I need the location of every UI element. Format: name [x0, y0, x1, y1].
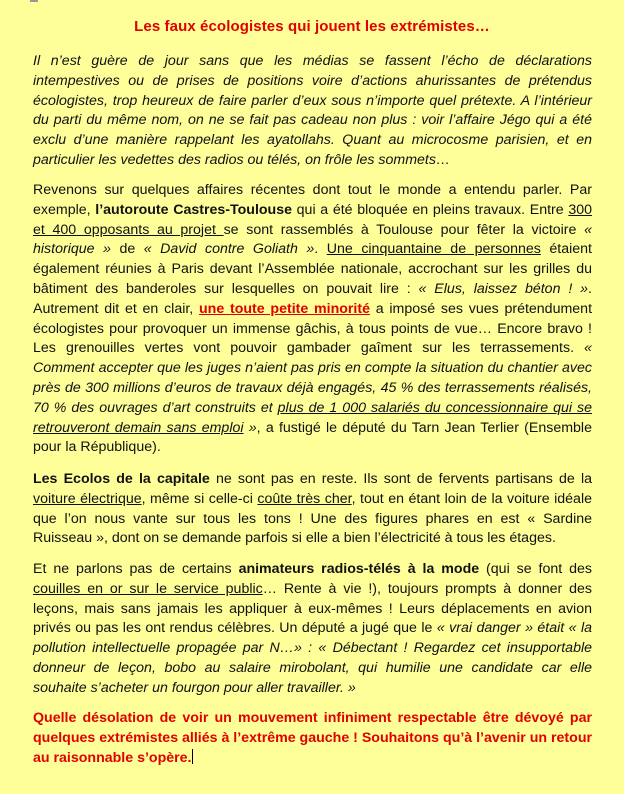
page-corner-mark: [30, 0, 38, 2]
text-run: ne sont pas en reste. Ils sont de fervents partisans de la: [209, 471, 592, 487]
italic-historique: « historique »: [33, 221, 592, 258]
underline-voiture: voiture électrique: [33, 490, 142, 507]
text-run: … Rente à vie !), toujours prompts à donner des leçons, mais sans jamais les appliquer à eux-mêmes ! Leurs déplacements en avion privés ou pas les ont rendus célèbres. Un député a jugé que le: [33, 580, 592, 637]
text-run: Revenons sur quelques affaires récentes dont tout le monde a entendu parler. Par exemple,: [33, 182, 592, 218]
paragraph-conclusion: [33, 709, 592, 768]
bold-autoroute: l’autoroute Castres-Toulouse: [95, 201, 292, 218]
paragraph-ecolos-capitale: [33, 470, 592, 549]
underline-cinquantaine: Une cinquantaine de personnes: [326, 241, 541, 258]
paragraph-autoroute: [33, 181, 592, 458]
italic-quote-end: »: [243, 419, 257, 436]
text-run: se sont rassemblés à Toulouse pour fêter la victoire: [223, 221, 585, 238]
underline-service-public: couilles en or sur le service public: [33, 580, 263, 597]
text-run: .: [314, 241, 327, 258]
text-cursor: [192, 749, 193, 764]
underline-cher: coûte très cher: [257, 490, 352, 507]
underline-opposants: 300 et 400 opposants au projet: [33, 201, 592, 238]
underline-salaries: plus de 1 000 salariés du concessionnaire qui se retrouveront demain sans emploi: [33, 399, 592, 436]
text-run: , tout en étant loin de la voiture idéale que l’on nous vante sur tous les tons ! Une des figures phares en est « Sardine Ruisseau », dont on se demande parfois si elle a bien l’électricité à tous les étages.: [33, 490, 592, 547]
text-run: (qui se font des: [479, 561, 592, 577]
italic-quote-danger: « vrai danger » était « la pollution intellectuelle propagée par N…» : « Débectant ! Regardez cet insupportable donneur de leçon, bobo au salaire mirobolant, qui humilie une candidate car elle souhaite s’acheter un fourgon pour aller travailler. »: [33, 620, 593, 696]
text-run: . Autrement dit et en clair,: [33, 280, 592, 317]
text-run: étaient également réunies à Paris devant l’Assemblée nationale, accrochant sur les grilles du bâtiment des banderoles sur lesquelles on pouvait lire :: [33, 241, 592, 297]
red-minorite: une toute petite minorité: [199, 300, 370, 317]
bold-ecolos: Les Ecolos de la capitale: [33, 471, 210, 487]
conclusion-text: Quelle désolation de voir un mouvement infiniment respectable être dévoyé par quelques extrémistes alliés à l’extrême gauche ! Souhaitons qu’à l’avenir un retour au raisonnable s’opère.: [33, 710, 593, 766]
text-run: qui a été bloquée en pleins travaux. Entre: [292, 201, 569, 218]
paragraph-intro: Il n’est guère de jour sans que les médias se fassent l’écho de déclarations intempestives ou de prises de positions voire d’actions ahurissantes de prétendus écologistes, trop heureux de faire parler d’eux sous n’importe quel prétexte. A l’intérieur du parti du même nom, on ne se fait pas cadeau non plus : voir l’affaire Jégo qui a été exclu d’une manière rappelant les ayatollahs. Quant au microcosme parisien, et en particulier les vedettes des radios ou télés, on frôle les sommets…: [33, 53, 592, 168]
bold-animateurs: animateurs radios-télés à la mode: [238, 561, 480, 577]
italic-elus-beton: « Elus, laissez béton ! »: [418, 280, 589, 297]
italic-david-goliath: « David contre Goliath »: [143, 241, 315, 258]
article-title: Les faux écologistes qui jouent les extrémistes…: [134, 18, 490, 35]
text-run: , a fustigé le député du Tarn Jean Terlier (Ensemble pour la République).: [33, 419, 592, 456]
text-run: Et ne parlons pas de certains: [33, 561, 239, 577]
text-run: , même si celle-ci: [141, 490, 258, 507]
text-run: a imposé ses vues prétendument écologistes pour provoquer un immense gâchis, à tous points de vue… Encore bravo ! Les grenouilles vertes vont pouvoir gambader gaîment sur les terrassements.: [33, 300, 593, 357]
text-run: de: [110, 241, 144, 258]
paragraph-animateurs: [33, 560, 592, 699]
italic-quote-juges: « Comment accepter que les juges n’aient pas pris en compte la situation du chantier avec près de 300 millions d’euros de travaux déjà engagés, 45 % des terrassements réalisés, 70 % des ouvrages d’art construits et: [33, 340, 592, 416]
